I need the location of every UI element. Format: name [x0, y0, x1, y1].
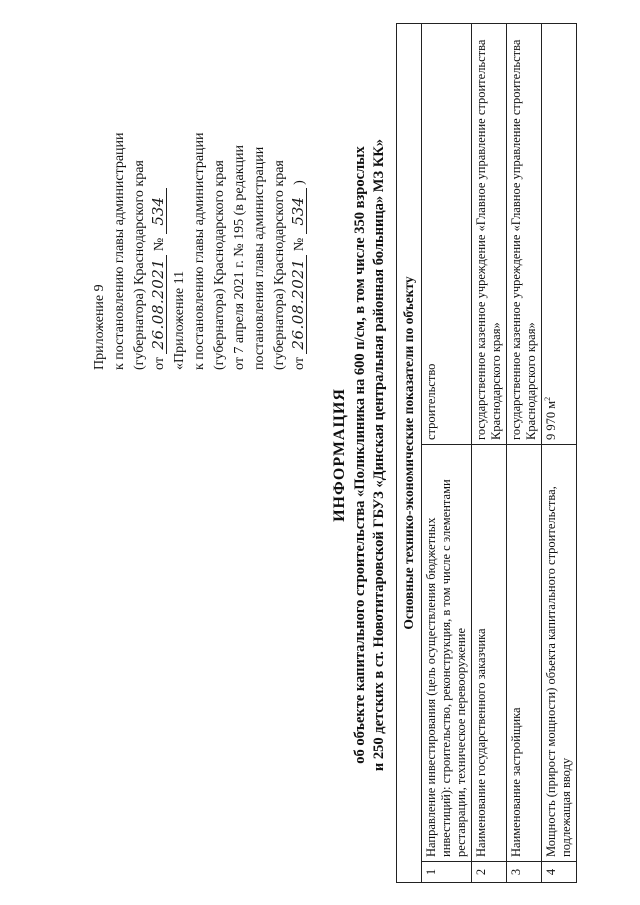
annex-9-number-sign: №: [152, 237, 167, 252]
row-value: государственное казенное учреждение «Главное управление строительства Краснодарского края»: [507, 24, 542, 445]
row-number: 3: [507, 862, 542, 883]
table-row: [542, 24, 577, 883]
annex-9-handwritten-number: 534: [150, 188, 167, 234]
document-title-block: [330, 65, 389, 845]
annex-9-from-prefix: от: [152, 357, 167, 370]
row-parameter: Направление инвестирования (цель осуществления бюджетных инвестиций): строительство, реконструкция, в том числе с элементами реставрации, техническое перевооружение: [422, 445, 472, 862]
annex-11-line-3: от 7 апреля 2021 г. № 195 (в редакции: [232, 144, 247, 370]
annex-11-handwritten-date: 26.08.2021: [290, 255, 307, 354]
indicators-table: [396, 23, 577, 883]
annex-11-title: «Приложение 11: [172, 270, 187, 370]
annex-11-date-line: [290, 40, 310, 370]
annex-9-date-line: [150, 40, 170, 370]
annex-11-header: [170, 40, 310, 370]
row-value: государственное казенное учреждение «Главное управление строительства Краснодарского края»: [472, 24, 507, 445]
document-subtitle-line-1: об объекте капитального строительства «Поликлиника на 600 п/см, в том числе 350 взрослых: [352, 146, 368, 764]
annex-11-closing-bracket: ): [292, 180, 307, 185]
table-row: [507, 24, 542, 883]
document-title: ИНФОРМАЦИЯ: [331, 388, 348, 522]
annex-9-title: Приложение 9: [92, 284, 107, 370]
capacity-value: 9 970 м: [544, 400, 558, 440]
annex-9-line-2: (губернатора) Краснодарского края: [132, 160, 147, 370]
annex-11-line-4: постановления главы администрации: [252, 146, 267, 370]
annex-11-line-5: (губернатора) Краснодарского края: [272, 160, 287, 370]
row-parameter: Наименование государственного заказчика: [472, 445, 507, 862]
table-header-row: [397, 24, 422, 883]
row-parameter: Мощность (прирост мощности) объекта капитального строительства, подлежащая вводу: [542, 445, 577, 862]
annex-11-number-sign: №: [292, 237, 307, 252]
row-value: [542, 24, 577, 445]
annex-9-header: [90, 40, 170, 370]
table-header: Основные технико-экономические показатели по объекту: [397, 24, 422, 883]
row-number: 2: [472, 862, 507, 883]
row-parameter: Наименование застройщика: [507, 445, 542, 862]
document-subtitle-line-2: и 250 детских в ст. Новотитаровской ГБУЗ «Динская центральная районная больница» МЗ КК»: [371, 138, 387, 772]
table-row: [472, 24, 507, 883]
annex-9-line-1: к постановлению главы администрации: [112, 132, 127, 370]
table-row: [422, 24, 472, 883]
row-number: 1: [422, 862, 472, 883]
annex-9-handwritten-date: 26.08.2021: [150, 255, 167, 354]
annex-11-line-2: (губернатора) Краснодарского края: [212, 160, 227, 370]
row-number: 4: [542, 862, 577, 883]
annex-11-from-prefix: от: [292, 357, 307, 370]
annex-11-line-1: к постановлению главы администрации: [192, 132, 207, 370]
capacity-unit-superscript: 2: [542, 396, 552, 401]
row-value: строительство: [422, 24, 472, 445]
annex-11-handwritten-number: 534: [290, 188, 307, 234]
